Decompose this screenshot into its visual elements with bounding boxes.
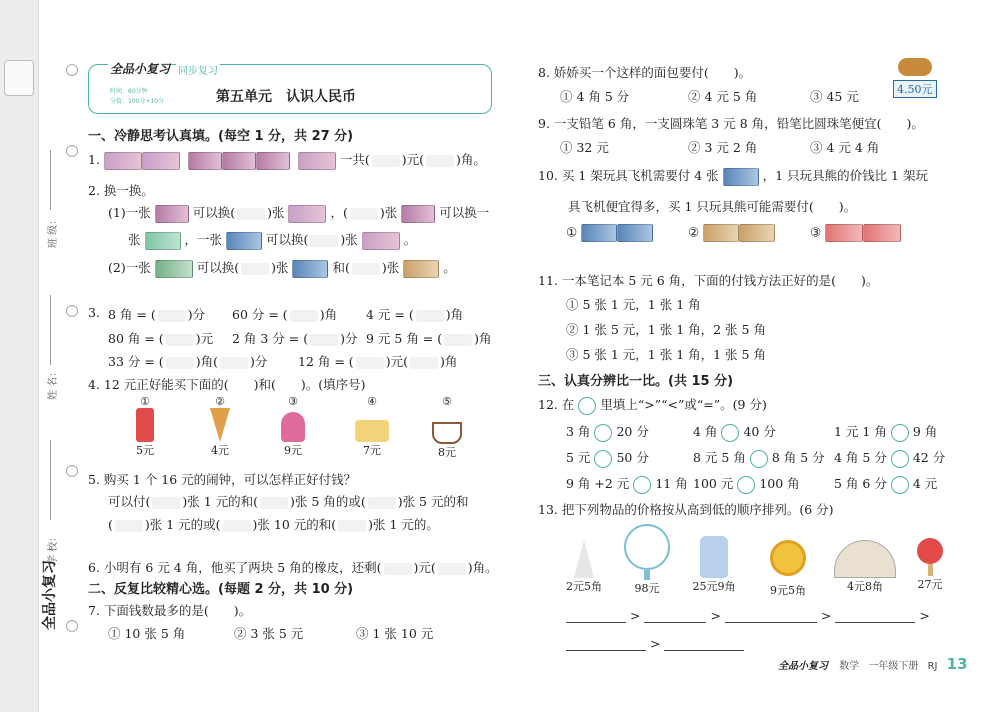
item-price: 9元5角 xyxy=(770,584,806,597)
q3-row-1c xyxy=(366,305,463,323)
item-price: 2元5角 xyxy=(566,580,602,593)
q7-text: 下面钱数最多的是( )。 xyxy=(103,603,252,618)
compare-left: 3 角 xyxy=(566,424,591,439)
ice-cream-icon xyxy=(210,408,230,442)
paddle-handle xyxy=(928,564,933,576)
q6-text: )角。 xyxy=(467,560,498,575)
header-time: 时间：60分钟 xyxy=(110,88,148,95)
q1-number: 1. xyxy=(88,152,100,167)
q2-text: 张 xyxy=(128,232,141,247)
q12-cell xyxy=(834,448,945,468)
q2-text: 可以换一 xyxy=(439,205,490,220)
banknote-5-jiao xyxy=(188,152,222,170)
q12-number: 12. xyxy=(538,397,558,412)
q8-text: 娇娇买一个这样的面包要付( )。 xyxy=(553,65,752,80)
q3-text: )角( xyxy=(195,354,218,369)
question-6 xyxy=(88,558,498,576)
item-number: ④ xyxy=(367,395,377,408)
question-1 xyxy=(88,150,486,170)
answer-blank[interactable] xyxy=(350,208,378,220)
answer-blank[interactable] xyxy=(338,520,366,532)
q13-item-5 xyxy=(832,540,898,594)
q8-option-1[interactable]: ① 4 角 5 分 xyxy=(560,89,630,104)
q2-text: 。 xyxy=(403,232,417,247)
q13-item-4 xyxy=(766,540,810,598)
q12-cell xyxy=(834,474,937,494)
item-price: 98元 xyxy=(634,582,660,595)
class-label: 班 级： xyxy=(48,214,59,248)
greater-sign: > xyxy=(710,608,721,623)
q13-text: 把下列物品的价格按从高到低的顺序排列。(6 分) xyxy=(561,502,834,517)
banknote-100-yuan xyxy=(825,224,863,242)
q3-text: 12 角 = ( xyxy=(298,354,354,369)
item-price: 7元 xyxy=(363,444,381,457)
cupcake-icon xyxy=(281,412,305,442)
answer-blank[interactable] xyxy=(158,310,186,322)
q12-text: 在 xyxy=(561,397,575,412)
answer-line[interactable] xyxy=(725,610,817,623)
folding-fan-icon xyxy=(834,540,896,578)
binding-hole xyxy=(66,305,78,317)
shuttlecock-icon xyxy=(574,540,594,578)
q10-option-3[interactable] xyxy=(810,224,901,242)
item-number: ② xyxy=(215,395,225,408)
binding-hole xyxy=(66,620,78,632)
q2-text: ，( xyxy=(330,205,348,220)
item-price: 4元 xyxy=(211,444,229,457)
teacup-icon xyxy=(432,422,462,444)
banknote-5-jiao xyxy=(222,152,256,170)
q4-text: 12 元正好能买下面的( )和( )。(填序号) xyxy=(103,377,366,392)
q3-text: 9 元 5 角 = ( xyxy=(366,331,443,346)
q3-row-2c xyxy=(366,329,492,347)
compare-circle[interactable] xyxy=(594,450,612,468)
compare-left: 5 元 xyxy=(566,450,591,465)
q11-option-3[interactable]: ③ 5 张 1 元，1 张 1 角，1 张 5 角 xyxy=(566,347,766,362)
yoyo-icon xyxy=(770,540,806,576)
cake-icon xyxy=(355,420,389,442)
compare-right: 40 分 xyxy=(743,424,776,439)
compare-right: 4 元 xyxy=(912,476,938,491)
q10-text: 买 1 架玩具飞机需要付 4 张 xyxy=(561,168,719,183)
cola-can-icon xyxy=(136,408,154,442)
q12-cell xyxy=(566,448,649,468)
q3-text: )分 xyxy=(340,331,358,346)
answer-blank[interactable] xyxy=(438,563,466,575)
q3-text: )分 xyxy=(187,307,206,322)
q10-option-2[interactable] xyxy=(688,224,775,242)
banknote-10-yuan xyxy=(226,232,262,250)
q3-text: )元( xyxy=(385,354,408,369)
q9-text: 一支铅笔 6 角，一支圆珠笔 3 元 8 角，铅笔比圆珠笔便宜( )。 xyxy=(553,116,924,131)
q2-text: ，一张 xyxy=(184,232,222,247)
answer-blank[interactable] xyxy=(220,357,248,369)
answer-line[interactable] xyxy=(566,638,646,651)
q3-text: 2 角 3 分 = ( xyxy=(232,331,309,346)
q3-row-3b xyxy=(298,352,457,370)
q2-title: 换一换。 xyxy=(103,183,154,198)
spine-logo: 全品小复习 xyxy=(42,560,58,630)
q13-answer-row-2 xyxy=(566,636,744,651)
section-2-title: 二、反复比较精心选。(每题 2 分，共 10 分) xyxy=(88,582,354,597)
header-tag: 同步复习 xyxy=(176,62,220,77)
q7-option-1[interactable]: ① 10 张 5 角 xyxy=(108,626,186,641)
q1-text-1: 一共( xyxy=(339,152,370,167)
compare-left: 9 角 +2 元 xyxy=(566,476,630,491)
option-number: ③ xyxy=(810,224,822,240)
price-tag: 4.50元 xyxy=(893,80,937,98)
question-12 xyxy=(538,395,767,415)
q3-text: 60 分 = ( xyxy=(232,307,288,322)
q2-text: 可以换( xyxy=(265,232,309,247)
greater-sign: > xyxy=(820,608,832,623)
banknote-10-yuan xyxy=(723,168,759,186)
question-7 xyxy=(88,601,251,619)
q7-number: 7. xyxy=(88,603,100,618)
q4-item-3 xyxy=(278,395,308,458)
compare-circle[interactable] xyxy=(721,424,739,442)
q1-text-2: )元( xyxy=(401,152,425,167)
answer-blank[interactable] xyxy=(260,497,288,509)
answer-blank[interactable] xyxy=(310,235,338,247)
compare-left: 4 角 5 分 xyxy=(834,450,887,465)
q5-text: 购买 1 个 16 元的闹钟，可以怎样正好付钱？ xyxy=(103,472,357,487)
footer-subject: 数学 xyxy=(839,661,860,672)
option-number: ② xyxy=(688,224,700,240)
compare-right: 20 分 xyxy=(616,424,649,439)
item-price: 4元8角 xyxy=(847,580,883,593)
spine-emblem xyxy=(4,60,34,96)
q3-text: )角 xyxy=(474,331,492,346)
q12-cell xyxy=(693,474,800,494)
q5-text: )张 5 角的或( xyxy=(290,494,366,509)
q3-row-2b xyxy=(232,329,358,347)
q8-option-2[interactable]: ② 4 元 5 角 xyxy=(688,89,758,104)
q12-cell xyxy=(566,474,688,494)
compare-right: 9 角 xyxy=(912,424,938,439)
q2-text: )张 xyxy=(340,232,358,247)
q2-line-2 xyxy=(128,230,416,250)
q12-text: 里填上“>”“<”或“=”。(9 分) xyxy=(600,397,767,412)
compare-circle xyxy=(578,397,596,415)
compare-left: 5 角 6 分 xyxy=(834,476,887,491)
q3-text: 4 元 = ( xyxy=(366,307,414,322)
greater-sign: > xyxy=(649,636,661,651)
q2-text: (1)一张 xyxy=(108,205,151,220)
q2-text: 和( xyxy=(332,260,350,275)
bread-icon xyxy=(898,58,932,76)
header-score: 分值：100分+10分 xyxy=(110,98,165,105)
banknote-50-yuan xyxy=(155,260,193,278)
banknote-5-jiao xyxy=(256,152,290,170)
q12-cell xyxy=(566,422,649,442)
question-9 xyxy=(538,114,924,132)
binding-hole xyxy=(66,465,78,477)
answer-blank[interactable] xyxy=(290,310,318,322)
q4-item-4 xyxy=(352,395,392,458)
q5-line-3 xyxy=(108,515,439,533)
q13-item-3 xyxy=(690,536,738,594)
q4-number: 4. xyxy=(88,377,100,392)
compare-circle[interactable] xyxy=(633,476,651,494)
question-11 xyxy=(538,271,878,289)
question-8 xyxy=(538,63,751,81)
compare-circle[interactable] xyxy=(891,424,909,442)
answer-blank[interactable] xyxy=(416,310,444,322)
greater-sign: > xyxy=(919,608,930,623)
item-price: 5元 xyxy=(136,444,154,457)
compare-right: 42 分 xyxy=(912,450,946,465)
question-10 xyxy=(538,166,928,186)
banknote-5-jiao xyxy=(155,205,189,223)
q6-text: )元( xyxy=(413,560,436,575)
item-number: ③ xyxy=(288,395,298,408)
question-5 xyxy=(88,470,356,488)
q1-text-3: )角。 xyxy=(456,152,486,167)
compare-circle[interactable] xyxy=(594,424,612,442)
item-number: ⑤ xyxy=(442,395,452,408)
q4-item-1 xyxy=(130,395,160,458)
electric-fan-icon xyxy=(624,524,670,570)
answer-blank[interactable] xyxy=(444,334,472,346)
q13-item-2 xyxy=(622,524,672,596)
banknote-20-yuan xyxy=(703,224,739,242)
q9-number: 9. xyxy=(538,116,550,131)
greater-sign: > xyxy=(629,608,641,623)
answer-blank[interactable] xyxy=(310,334,338,346)
q10-text: ，1 只玩具熊的价钱比 1 架玩 xyxy=(762,168,928,183)
answer-blank[interactable] xyxy=(115,520,143,532)
q2-text: 。 xyxy=(443,260,456,275)
banknote-20-yuan xyxy=(403,260,439,278)
q3-text: )角 xyxy=(445,307,464,322)
banknote-100-yuan xyxy=(863,224,901,242)
q2-text: )张 xyxy=(381,260,400,275)
q8-option-3[interactable]: ③ 45 元 xyxy=(810,89,859,104)
question-13 xyxy=(538,500,834,518)
q5-text: )张 1 元的和( xyxy=(182,494,259,509)
q8-number: 8. xyxy=(538,65,550,80)
q6-number: 6. xyxy=(88,560,100,575)
answer-blank[interactable] xyxy=(352,263,380,275)
q13-item-1 xyxy=(562,540,606,594)
q2-text: )张 xyxy=(267,205,285,220)
q12-cell xyxy=(834,422,937,442)
item-price: 25元9角 xyxy=(692,580,736,593)
q9-option-1[interactable]: ① 32 元 xyxy=(560,140,609,155)
item-price: 9元 xyxy=(284,444,302,457)
banknote-1-jiao xyxy=(298,152,336,170)
q3-text: 8 角 = ( xyxy=(108,307,156,322)
q4-item-5 xyxy=(430,395,464,460)
q3-row-3 xyxy=(108,352,267,370)
school-line xyxy=(50,440,51,520)
answer-blank[interactable] xyxy=(372,155,400,167)
q3-text: )元 xyxy=(195,331,214,346)
banknote-20-yuan xyxy=(739,224,775,242)
compare-left: 8 元 5 角 xyxy=(693,450,746,465)
q5-text: ( xyxy=(108,517,113,532)
item-price: 8元 xyxy=(438,446,456,459)
ping-pong-paddle-icon xyxy=(917,538,943,564)
q9-option-2[interactable]: ② 3 元 2 角 xyxy=(688,140,758,155)
banknote-1-jiao xyxy=(288,205,326,223)
banknote-1-yuan xyxy=(104,152,142,170)
q3-text: 80 角 = ( xyxy=(108,331,164,346)
q2-line-1 xyxy=(108,203,489,223)
q12-cell xyxy=(693,422,776,442)
q3-text: )角 xyxy=(439,354,458,369)
compare-left: 4 角 xyxy=(693,424,718,439)
q11-number: 11. xyxy=(538,273,558,288)
binding-hole xyxy=(66,64,78,76)
q2-line-3 xyxy=(108,258,456,278)
q10-number: 10. xyxy=(538,168,558,183)
answer-line[interactable] xyxy=(566,610,626,623)
q3-number: 3. xyxy=(88,305,100,320)
detergent-bottle-icon xyxy=(700,536,728,578)
q2-text: )张 xyxy=(379,205,398,220)
answer-line[interactable] xyxy=(664,638,744,651)
banknote-5-jiao xyxy=(401,205,435,223)
q5-text: 可以付( xyxy=(108,494,151,509)
banknote-2-jiao xyxy=(145,232,181,250)
item-price: 27元 xyxy=(917,578,943,591)
q13-answer-row-1 xyxy=(566,608,930,623)
item-number: ① xyxy=(140,395,150,408)
q2-text: 可以换( xyxy=(192,205,236,220)
banknote-1-yuan xyxy=(142,152,180,170)
q10-line-2: 具飞机便宜得多，买 1 只玩具熊可能需要付( )。 xyxy=(568,199,857,214)
answer-blank[interactable] xyxy=(241,263,269,275)
name-label: 姓 名： xyxy=(48,366,59,400)
section-1-title: 一、冷静思考认真填。(每空 1 分，共 27 分) xyxy=(88,129,354,144)
compare-right: 11 角 xyxy=(655,476,688,491)
q9-option-3[interactable]: ③ 4 元 4 角 xyxy=(810,140,880,155)
q12-cell xyxy=(693,448,825,468)
binding-hole xyxy=(66,145,78,157)
q2-text: 可以换( xyxy=(196,260,240,275)
compare-circle[interactable] xyxy=(750,450,768,468)
section-3-title: 三、认真分辨比一比。(共 15 分) xyxy=(538,374,734,389)
compare-circle[interactable] xyxy=(737,476,755,494)
q2-number: 2. xyxy=(88,183,100,198)
compare-left: 100 元 xyxy=(693,476,734,491)
answer-blank[interactable] xyxy=(166,334,194,346)
q5-line-2 xyxy=(108,492,468,510)
q5-text: )张 5 元的和 xyxy=(397,494,469,509)
q7-option-2[interactable]: ② 3 张 5 元 xyxy=(234,626,304,641)
answer-blank[interactable] xyxy=(152,497,180,509)
class-line xyxy=(50,150,51,210)
page-title: 第五单元 认识人民币 xyxy=(216,89,356,105)
q5-text: )张 10 元的和( xyxy=(252,517,337,532)
banknote-10-yuan xyxy=(617,224,653,242)
binding-strip xyxy=(0,0,39,712)
compare-right: 100 角 xyxy=(759,476,800,491)
footer-brand: 全品小复习 xyxy=(778,661,828,672)
name-line xyxy=(50,295,51,365)
answer-blank[interactable] xyxy=(384,563,412,575)
answer-line[interactable] xyxy=(835,610,915,623)
option-number: ① xyxy=(566,224,578,240)
q13-item-6 xyxy=(912,538,948,592)
compare-circle[interactable] xyxy=(891,450,909,468)
compare-right: 50 分 xyxy=(616,450,649,465)
q3-text: 33 分 = ( xyxy=(108,354,164,369)
q11-option-1[interactable]: ① 5 张 1 元，1 张 1 角 xyxy=(566,297,701,312)
header-logo: 全品小复习 xyxy=(110,62,171,76)
answer-blank[interactable] xyxy=(368,497,396,509)
footer-edition: RJ xyxy=(927,661,938,672)
q5-text: )张 1 元的或( xyxy=(144,517,221,532)
answer-line[interactable] xyxy=(644,610,706,623)
answer-blank[interactable] xyxy=(410,357,438,369)
page-footer xyxy=(778,655,968,673)
answer-blank[interactable] xyxy=(426,155,454,167)
q6-text: 小明有 6 元 4 角，他买了两块 5 角的橡皮，还剩( xyxy=(103,560,382,575)
q11-option-2[interactable]: ② 1 张 5 元，1 张 1 角，2 张 5 角 xyxy=(566,322,766,337)
q3-row-2 xyxy=(108,329,213,347)
school-label: 学 校： xyxy=(48,531,59,565)
compare-left: 1 元 1 角 xyxy=(834,424,887,439)
page-number: 13 xyxy=(946,655,968,673)
answer-blank[interactable] xyxy=(356,357,384,369)
compare-circle[interactable] xyxy=(891,476,909,494)
answer-blank[interactable] xyxy=(237,208,265,220)
q5-text: )张 1 元的。 xyxy=(368,517,439,532)
fan-stand xyxy=(644,570,650,580)
q3-row-1b xyxy=(232,305,337,323)
q3-text: )角 xyxy=(319,307,338,322)
banknote-10-yuan xyxy=(292,260,328,278)
compare-right: 8 角 5 分 xyxy=(771,450,825,465)
answer-blank[interactable] xyxy=(166,357,194,369)
q2-text: (2)一张 xyxy=(108,260,151,275)
answer-blank[interactable] xyxy=(223,520,251,532)
q10-option-1[interactable] xyxy=(566,224,653,242)
question-4 xyxy=(88,375,366,393)
q4-item-2 xyxy=(205,395,235,458)
banknote-10-yuan xyxy=(581,224,617,242)
q3-row-1 xyxy=(108,305,205,323)
footer-grade: 一年级下册 xyxy=(868,661,919,672)
q2-text: )张 xyxy=(271,260,289,275)
q13-number: 13. xyxy=(538,502,558,517)
q11-text: 一本笔记本 5 元 6 角，下面的付钱方法正好的是( )。 xyxy=(561,273,879,288)
q7-option-3[interactable]: ③ 1 张 10 元 xyxy=(356,626,434,641)
banknote-1-yuan xyxy=(362,232,400,250)
question-2-title xyxy=(88,181,154,199)
q5-number: 5. xyxy=(88,472,100,487)
q3-text: )分 xyxy=(249,354,268,369)
